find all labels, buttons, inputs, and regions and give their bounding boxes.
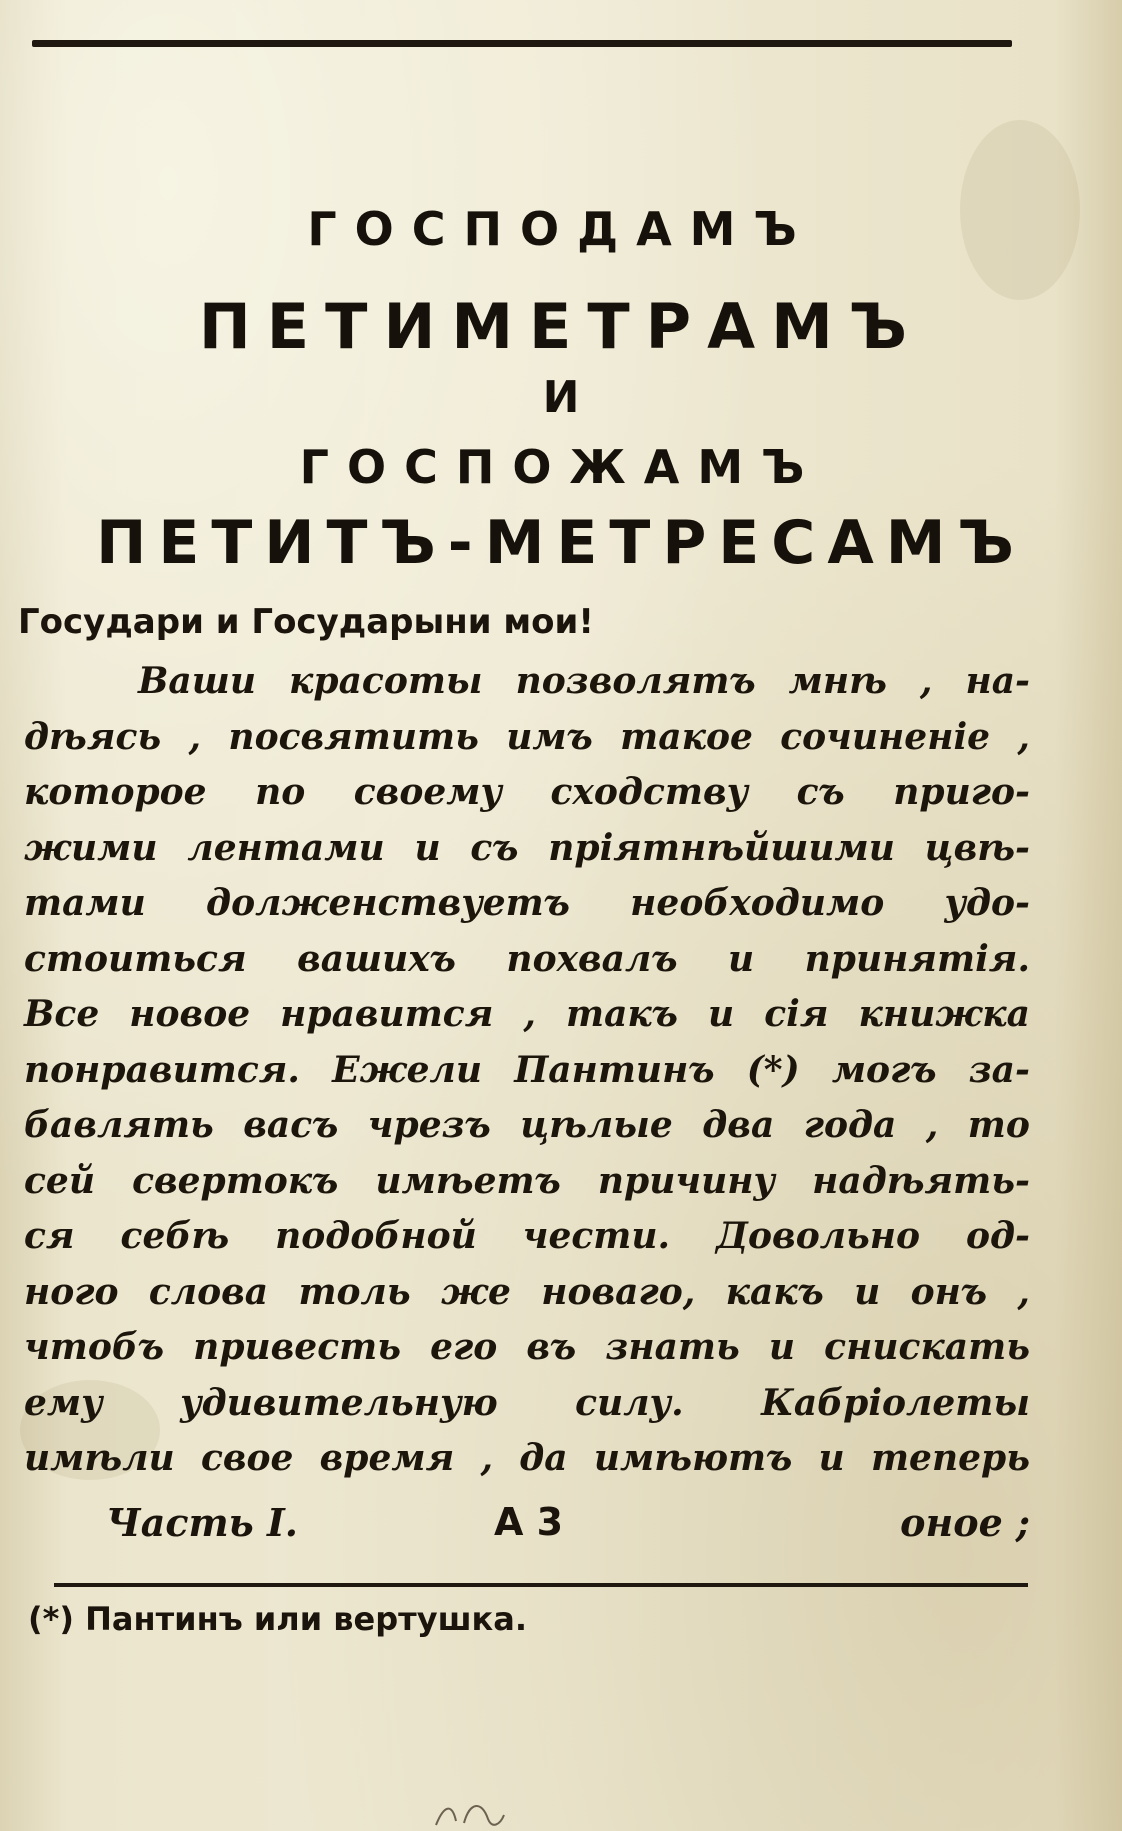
body-line: [24, 1271, 1030, 1313]
body-line: [24, 1437, 1030, 1479]
body-word: пріятнѣйшими: [548, 826, 895, 869]
body-word: такое: [620, 715, 753, 758]
body-word: имѣли: [24, 1437, 175, 1479]
body-word: цѣлые: [520, 1104, 673, 1146]
body-word: (*): [746, 1048, 800, 1091]
body-line: [24, 882, 1030, 924]
body-word: которое: [24, 771, 207, 813]
body-word: красоты: [289, 660, 483, 702]
catchword: оное ;: [900, 1500, 1030, 1545]
body-word: на-: [965, 660, 1030, 702]
body-word: понравится.: [24, 1048, 300, 1091]
body-word: удо-: [944, 882, 1030, 924]
body-word: позволятъ: [515, 660, 756, 702]
body-word: од-: [966, 1215, 1030, 1257]
body-word: за-: [968, 1048, 1030, 1091]
body-word: съ: [470, 826, 519, 869]
body-word: лентами: [187, 826, 385, 869]
footnote: (*) Пантинъ или вертушка.: [28, 1600, 528, 1638]
body-line: [24, 1382, 1030, 1424]
heading-line-4: ГОСПОЖАМЪ: [299, 440, 823, 494]
body-word: ему: [24, 1381, 103, 1424]
body-word: свое: [200, 1437, 294, 1479]
body-word: его: [430, 1326, 498, 1368]
body-word: онъ: [910, 1270, 988, 1313]
body-word: нравится: [280, 993, 494, 1035]
body-word: и: [854, 1270, 881, 1313]
body-word: Довольно: [716, 1215, 921, 1257]
body-word: то: [967, 1104, 1030, 1146]
body-word: снискать: [824, 1326, 1030, 1368]
body-word: тами: [24, 882, 146, 924]
body-word: ,: [480, 1437, 494, 1479]
body-word: да: [519, 1437, 568, 1479]
body-word: чтобъ: [24, 1326, 165, 1368]
footnote-rule: [54, 1583, 1028, 1587]
body-word: имъ: [506, 715, 593, 758]
body-line: [24, 716, 1030, 758]
body-word: въ: [526, 1326, 577, 1368]
body-word: могъ: [831, 1048, 937, 1091]
body-word: подобной: [275, 1215, 477, 1257]
heading-line-3: И: [542, 372, 580, 423]
body-word: сія: [764, 993, 829, 1035]
salutation: Государи и Государыни мои!: [18, 602, 594, 642]
body-word: книжка: [858, 993, 1030, 1035]
pencil-mark: [430, 1795, 510, 1831]
body-word: новое: [129, 993, 251, 1035]
body-word: Ежели: [332, 1048, 483, 1091]
body-word: и: [768, 1326, 796, 1368]
body-word: года: [803, 1104, 897, 1146]
body-word: вашихъ: [297, 937, 456, 980]
body-word: сочиненіе: [780, 715, 991, 758]
body-word: силу.: [575, 1381, 684, 1424]
body-line: [24, 993, 1030, 1035]
body-word: и: [727, 937, 755, 980]
body-line: [24, 1104, 1030, 1146]
body-word: ,: [1017, 715, 1030, 758]
body-word: же: [440, 1270, 511, 1313]
body-word: ,: [1017, 1270, 1030, 1313]
body-line: [24, 1160, 1030, 1202]
body-word: себѣ: [120, 1215, 230, 1257]
body-word: ,: [188, 715, 202, 758]
body-word: теперь: [870, 1437, 1030, 1479]
heading-line-1: ГОСПОДАМЪ: [307, 202, 815, 256]
body-word: и: [708, 993, 735, 1035]
heading-line-5: ПЕТИТЪ-МЕТРЕСАМЪ: [96, 508, 1026, 578]
body-word: свертокъ: [132, 1159, 339, 1202]
body-word: съ: [796, 771, 845, 813]
body-word: и: [414, 826, 441, 869]
body-word: ного: [24, 1270, 119, 1313]
body-word: и: [818, 1437, 845, 1479]
body-line: [24, 938, 1030, 980]
body-word: васъ: [243, 1104, 339, 1146]
heading-line-2: ПЕТИМЕТРАМЪ: [198, 290, 924, 363]
body-word: бавлять: [24, 1104, 214, 1146]
body-word: похвалъ: [506, 937, 678, 980]
body-word: привесть: [193, 1326, 401, 1368]
body-word: долженствуетъ: [206, 882, 570, 924]
body-line: [24, 827, 1030, 869]
signature-mark: А 3: [494, 1500, 564, 1544]
body-word: время: [319, 1437, 455, 1479]
body-word: цвѣ-: [924, 826, 1030, 869]
body-word: чрезъ: [367, 1104, 491, 1146]
body-word: какъ: [725, 1270, 824, 1313]
body-word: слова: [148, 1270, 269, 1313]
top-rule: [32, 40, 1012, 47]
body-word: знать: [605, 1326, 740, 1368]
body-word: ся: [24, 1215, 75, 1257]
body-word: мнѣ: [788, 660, 887, 702]
body-word: приго-: [893, 771, 1030, 813]
body-line: [24, 771, 1030, 813]
body-word: два: [702, 1104, 775, 1146]
body-word: стоиться: [24, 937, 247, 980]
body-line: [24, 660, 1030, 702]
body-word: своему: [353, 771, 503, 813]
body-word: надѣять-: [812, 1159, 1030, 1202]
body-word: Пантинъ: [514, 1048, 715, 1091]
body-word: такъ: [566, 993, 678, 1035]
body-line: [24, 1049, 1030, 1091]
body-word: ,: [523, 993, 536, 1035]
body-word: имѣетъ: [375, 1159, 561, 1202]
body-word: удивительную: [180, 1381, 498, 1424]
body-word: ,: [925, 1104, 939, 1146]
body-word: новаго,: [541, 1270, 696, 1313]
body-word: толь: [298, 1270, 411, 1313]
part-label: Часть I.: [106, 1500, 298, 1545]
body-line: [24, 1326, 1030, 1368]
body-word: сходству: [550, 771, 749, 813]
body-word: Ваши: [138, 660, 257, 702]
body-word: чести.: [522, 1215, 671, 1257]
body-word: Все: [24, 993, 100, 1035]
body-word: ,: [919, 660, 933, 702]
body-word: Кабріолеты: [761, 1381, 1030, 1424]
body-word: дѣясь: [24, 715, 162, 758]
body-word: посвятить: [228, 715, 479, 758]
body-word: принятія.: [804, 937, 1030, 980]
body-line: [24, 1215, 1030, 1257]
body-word: жими: [24, 826, 158, 869]
body-word: необходимо: [630, 882, 885, 924]
body-word: имѣютъ: [593, 1437, 793, 1479]
body-word: сей: [24, 1159, 95, 1202]
body-word: причину: [597, 1159, 776, 1202]
body-word: по: [255, 771, 306, 813]
